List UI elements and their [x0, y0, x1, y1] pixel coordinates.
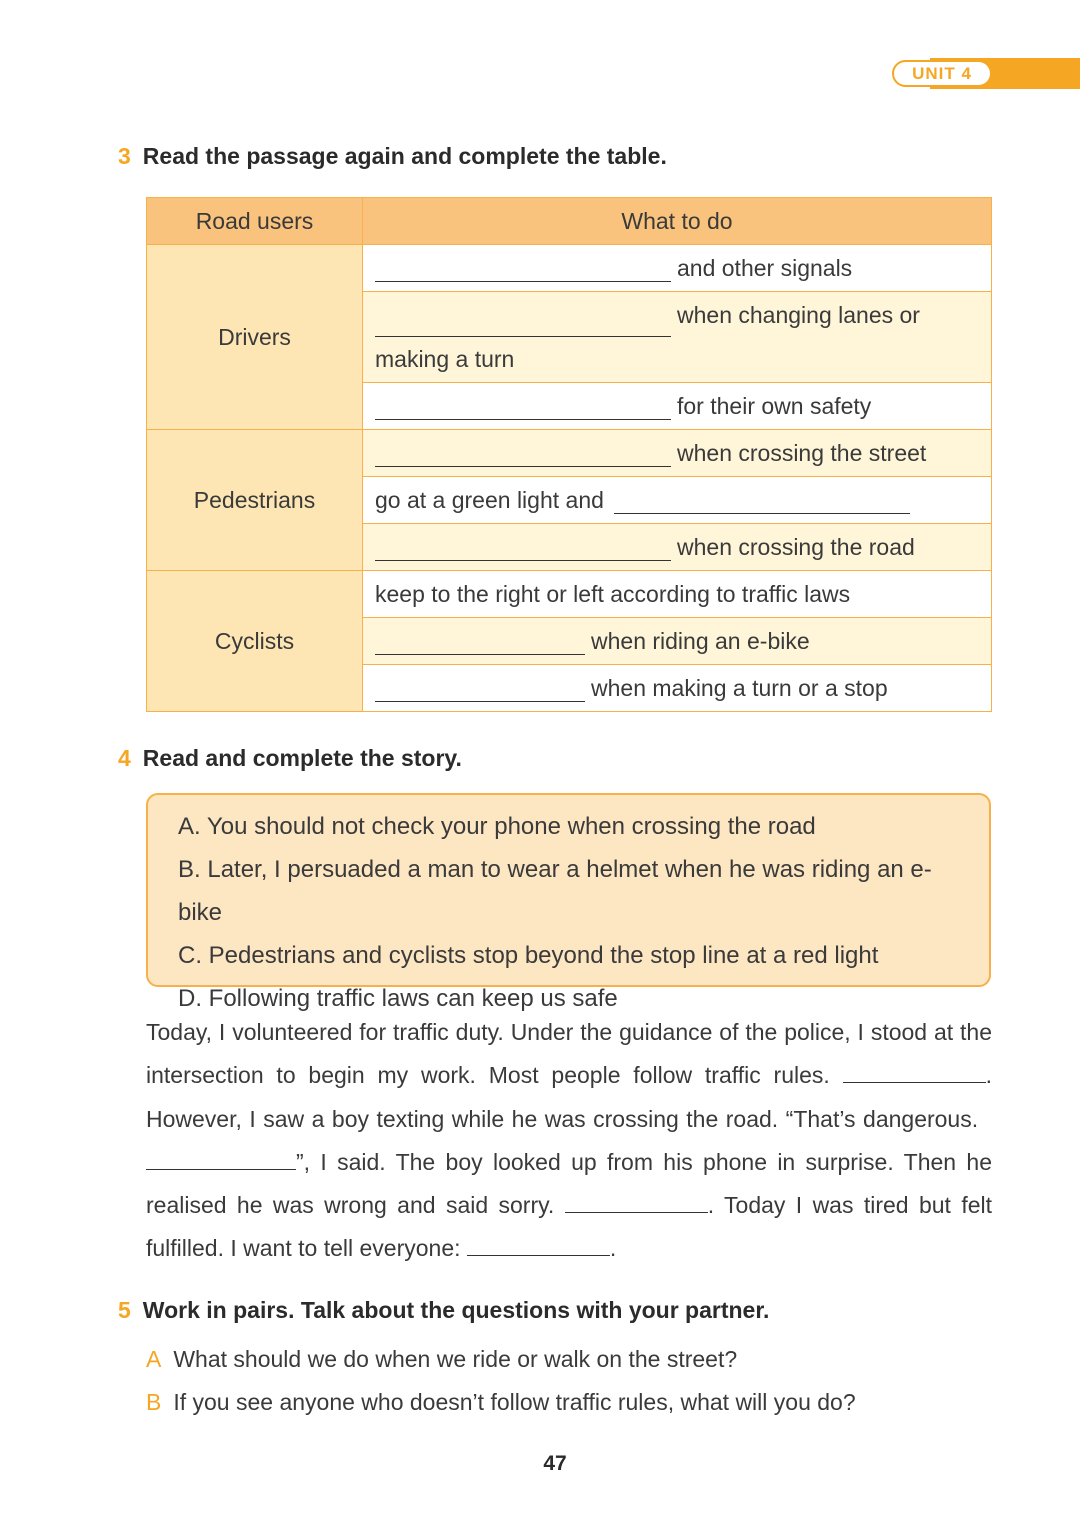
drivers-row-2: [363, 292, 992, 383]
drivers-row-3: [363, 383, 992, 430]
section-4-number: 4: [118, 745, 131, 771]
passage-text-3: ”, I said. The boy looked up from his phone in surprise. Then he realised he was wrong and said sorry.: [146, 1148, 992, 1219]
passage-blank-1[interactable]: [843, 1060, 986, 1083]
row-text: for their own safety: [677, 392, 872, 419]
drivers-row-1: [363, 245, 992, 292]
pedestrians-row-1: [363, 430, 992, 477]
cyclists-row-3: [363, 665, 992, 712]
section-5-number: 5: [118, 1297, 131, 1323]
header-road-users: Road users: [147, 198, 363, 245]
passage-text-2: . However, I saw a boy texting while he was crossing the road. “That’s dangerous.: [146, 1062, 993, 1132]
road-users-table: [146, 197, 992, 712]
row-text: and other signals: [677, 254, 853, 281]
unit-label: UNIT 4: [892, 60, 992, 87]
section-3-title: Read the passage again and complete the table.: [142, 143, 667, 169]
row-text: when changing lanes or: [677, 302, 920, 328]
passage-text-1: Today, I volunteered for traffic duty. Under the guidance of the police, I stood at the intersection to begin my work. Most people follow traffic rules.: [146, 1019, 992, 1089]
option-b: B. Later, I persuaded a man to wear a helmet when he was riding an e-bike: [178, 856, 932, 926]
answer-blank[interactable]: [375, 628, 585, 655]
pedestrians-row-3: [363, 524, 992, 571]
passage-blank-2[interactable]: [146, 1147, 296, 1170]
page-number: 47: [543, 1452, 567, 1475]
answer-blank[interactable]: [375, 534, 671, 561]
pedestrians-cell: Pedestrians: [147, 430, 363, 571]
question-b-text: If you see anyone who doesn’t follow traffic rules, what will you do?: [173, 1389, 856, 1415]
unit-tab: [890, 58, 1080, 89]
question-b: [146, 1389, 856, 1416]
section-4-title: Read and complete the story.: [142, 745, 462, 771]
question-b-letter: B: [146, 1389, 162, 1415]
answer-blank[interactable]: [375, 310, 671, 337]
table-header-row: [147, 198, 992, 245]
option-a: A. You should not check your phone when crossing the road: [178, 813, 816, 840]
row-text-continued: making a turn: [375, 346, 515, 372]
row-text: when making a turn or a stop: [591, 674, 888, 701]
option-c: C. Pedestrians and cyclists stop beyond the stop line at a red light: [178, 942, 879, 969]
table-row: [147, 430, 992, 477]
question-a-letter: A: [146, 1346, 162, 1372]
pedestrians-row-2: [363, 477, 992, 524]
row-text: when crossing the road: [677, 533, 915, 560]
answer-blank[interactable]: [375, 440, 671, 467]
section-3-heading: [118, 143, 667, 170]
header-what-to-do: What to do: [363, 198, 992, 245]
story-options-box: [146, 793, 991, 1012]
section-4-heading: [118, 745, 462, 772]
passage-text-4: . Today I was tired but felt fulfilled. I want to tell everyone:: [146, 1192, 993, 1262]
row-text: keep to the right or left according to traffic laws: [375, 580, 851, 607]
cyclists-row-2: [363, 618, 992, 665]
question-a-text: What should we do when we ride or walk on the street?: [173, 1346, 738, 1372]
row-text: when riding an e-bike: [591, 627, 810, 654]
story-passage: [146, 1011, 992, 1271]
answer-blank[interactable]: [375, 393, 671, 420]
drivers-cell: Drivers: [147, 245, 363, 430]
answer-blank[interactable]: [614, 487, 910, 514]
row-text: go at a green light and: [375, 486, 604, 513]
passage-blank-3[interactable]: [565, 1190, 708, 1213]
section-3-number: 3: [118, 143, 131, 169]
table-row: [147, 245, 992, 292]
section-5-title: Work in pairs. Talk about the questions with your partner.: [142, 1297, 770, 1323]
question-a: [146, 1346, 737, 1373]
cyclists-row-1: [363, 571, 992, 618]
option-d: D. Following traffic laws can keep us safe: [178, 985, 618, 1012]
section-5-heading: [118, 1297, 769, 1324]
answer-blank[interactable]: [375, 675, 585, 702]
table-row: [147, 571, 992, 618]
cyclists-cell: Cyclists: [147, 571, 363, 712]
row-text: when crossing the street: [677, 439, 927, 466]
passage-blank-4[interactable]: [467, 1233, 610, 1256]
passage-text-5: .: [609, 1235, 617, 1262]
answer-blank[interactable]: [375, 255, 671, 282]
